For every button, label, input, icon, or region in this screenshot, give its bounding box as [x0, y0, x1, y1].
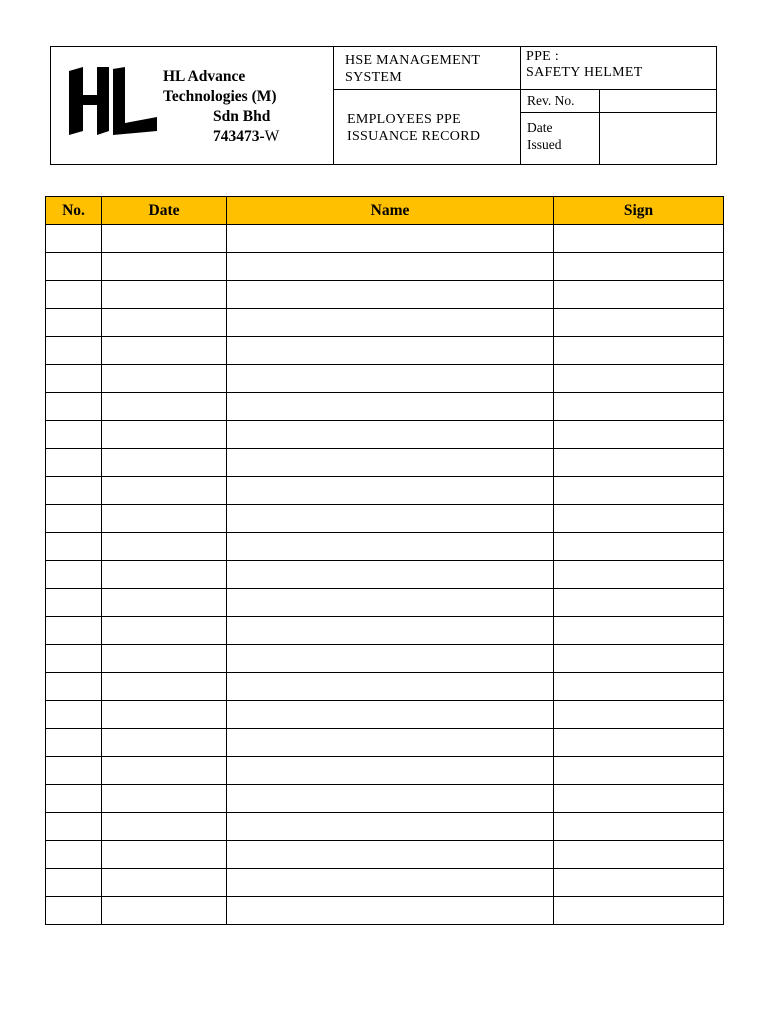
name-cell[interactable] [227, 757, 554, 785]
no-cell[interactable] [46, 589, 102, 617]
column-header-no: No. [46, 197, 102, 225]
name-cell[interactable] [227, 393, 554, 421]
table-body [46, 225, 724, 925]
rev-no-value [600, 90, 716, 113]
name-cell[interactable] [227, 813, 554, 841]
no-cell[interactable] [46, 281, 102, 309]
name-cell[interactable] [227, 897, 554, 925]
record-title [334, 90, 520, 164]
date-cell[interactable] [102, 897, 227, 925]
date-cell[interactable] [102, 337, 227, 365]
name-cell[interactable] [227, 477, 554, 505]
ppe-item: SAFETY HELMET [526, 65, 643, 80]
table-row [46, 561, 724, 589]
sign-cell[interactable] [554, 281, 724, 309]
no-cell[interactable] [46, 561, 102, 589]
date-cell[interactable] [102, 729, 227, 757]
date-cell[interactable] [102, 449, 227, 477]
document-header [50, 46, 717, 165]
date-cell[interactable] [102, 365, 227, 393]
date-issued-label-line1: Date [527, 120, 553, 135]
date-cell[interactable] [102, 869, 227, 897]
name-cell[interactable] [227, 701, 554, 729]
date-cell[interactable] [102, 253, 227, 281]
system-name-line1: HSE MANAGEMENT [345, 53, 481, 68]
table-row [46, 589, 724, 617]
no-cell[interactable] [46, 897, 102, 925]
ppe-label: PPE : [526, 49, 560, 64]
company-name-line1: HL Advance [163, 68, 246, 85]
name-cell[interactable] [227, 785, 554, 813]
sign-cell[interactable] [554, 225, 724, 253]
company-name [163, 67, 279, 147]
name-cell[interactable] [227, 673, 554, 701]
table-row [46, 309, 724, 337]
table-row [46, 253, 724, 281]
date-cell[interactable] [102, 281, 227, 309]
sign-cell[interactable] [554, 785, 724, 813]
sign-cell[interactable] [554, 897, 724, 925]
date-cell[interactable] [102, 561, 227, 589]
date-cell[interactable] [102, 757, 227, 785]
table-row [46, 225, 724, 253]
registration-number: 743473- [213, 128, 265, 145]
sign-cell[interactable] [554, 561, 724, 589]
no-cell[interactable] [46, 421, 102, 449]
table-row [46, 477, 724, 505]
no-cell[interactable] [46, 477, 102, 505]
system-name [334, 47, 520, 90]
table-row [46, 701, 724, 729]
name-cell[interactable] [227, 645, 554, 673]
date-cell[interactable] [102, 505, 227, 533]
date-cell[interactable] [102, 617, 227, 645]
ppe-type [521, 47, 716, 90]
company-name-line3: Sdn Bhd [213, 108, 271, 125]
table-row [46, 421, 724, 449]
name-cell[interactable] [227, 421, 554, 449]
sign-cell[interactable] [554, 505, 724, 533]
system-name-line2: SYSTEM [345, 70, 403, 85]
title-cell [334, 47, 521, 164]
date-issued-label [521, 113, 600, 164]
sign-cell[interactable] [554, 393, 724, 421]
no-cell[interactable] [46, 253, 102, 281]
no-cell[interactable] [46, 365, 102, 393]
sign-cell[interactable] [554, 729, 724, 757]
date-cell[interactable] [102, 813, 227, 841]
rev-no-label: Rev. No. [521, 90, 600, 113]
date-cell[interactable] [102, 477, 227, 505]
sign-cell[interactable] [554, 337, 724, 365]
name-cell[interactable] [227, 281, 554, 309]
sign-cell[interactable] [554, 449, 724, 477]
company-registration [163, 127, 279, 147]
table-row [46, 841, 724, 869]
name-cell[interactable] [227, 505, 554, 533]
date-cell[interactable] [102, 645, 227, 673]
name-cell[interactable] [227, 309, 554, 337]
no-cell[interactable] [46, 813, 102, 841]
table-row [46, 505, 724, 533]
date-issued-value [600, 113, 716, 164]
sign-cell[interactable] [554, 253, 724, 281]
date-cell[interactable] [102, 785, 227, 813]
sign-cell[interactable] [554, 365, 724, 393]
company-cell [51, 47, 334, 164]
no-cell[interactable] [46, 785, 102, 813]
name-cell[interactable] [227, 561, 554, 589]
name-cell[interactable] [227, 253, 554, 281]
date-cell[interactable] [102, 421, 227, 449]
no-cell[interactable] [46, 225, 102, 253]
name-cell[interactable] [227, 841, 554, 869]
column-header-sign: Sign [554, 197, 724, 225]
no-cell[interactable] [46, 449, 102, 477]
table-row [46, 393, 724, 421]
name-cell[interactable] [227, 337, 554, 365]
no-cell[interactable] [46, 729, 102, 757]
no-cell[interactable] [46, 533, 102, 561]
sign-cell[interactable] [554, 309, 724, 337]
no-cell[interactable] [46, 841, 102, 869]
no-cell[interactable] [46, 757, 102, 785]
table-row [46, 757, 724, 785]
table-row [46, 813, 724, 841]
company-name-line2: Technologies (M) [163, 88, 277, 105]
date-cell[interactable] [102, 533, 227, 561]
table-row [46, 281, 724, 309]
table-row [46, 645, 724, 673]
date-cell[interactable] [102, 589, 227, 617]
date-cell[interactable] [102, 225, 227, 253]
record-title-line2: ISSUANCE RECORD [347, 129, 481, 144]
table-header-row [46, 197, 724, 225]
sign-cell[interactable] [554, 589, 724, 617]
no-cell[interactable] [46, 393, 102, 421]
sign-cell[interactable] [554, 421, 724, 449]
sign-cell[interactable] [554, 673, 724, 701]
date-cell[interactable] [102, 841, 227, 869]
sign-cell[interactable] [554, 841, 724, 869]
sign-cell[interactable] [554, 701, 724, 729]
table-row [46, 365, 724, 393]
sign-cell[interactable] [554, 645, 724, 673]
no-cell[interactable] [46, 617, 102, 645]
registration-suffix: W [264, 128, 280, 145]
name-cell[interactable] [227, 869, 554, 897]
table-row [46, 869, 724, 897]
sign-cell[interactable] [554, 813, 724, 841]
no-cell[interactable] [46, 869, 102, 897]
sign-cell[interactable] [554, 617, 724, 645]
doc-control-cell [521, 47, 716, 164]
table-row [46, 673, 724, 701]
sign-cell[interactable] [554, 869, 724, 897]
table-row [46, 897, 724, 925]
name-cell[interactable] [227, 589, 554, 617]
sign-cell[interactable] [554, 533, 724, 561]
name-cell[interactable] [227, 617, 554, 645]
name-cell[interactable] [227, 365, 554, 393]
no-cell[interactable] [46, 337, 102, 365]
name-cell[interactable] [227, 225, 554, 253]
name-cell[interactable] [227, 729, 554, 757]
name-cell[interactable] [227, 449, 554, 477]
no-cell[interactable] [46, 505, 102, 533]
no-cell[interactable] [46, 309, 102, 337]
column-header-date: Date [102, 197, 227, 225]
no-cell[interactable] [46, 701, 102, 729]
column-header-name: Name [227, 197, 554, 225]
no-cell[interactable] [46, 645, 102, 673]
date-cell[interactable] [102, 309, 227, 337]
table-row [46, 449, 724, 477]
hl-logo-icon [67, 65, 159, 137]
issuance-record-table [45, 196, 724, 925]
table-row [46, 785, 724, 813]
table-row [46, 337, 724, 365]
date-cell[interactable] [102, 701, 227, 729]
sign-cell[interactable] [554, 757, 724, 785]
table-row [46, 617, 724, 645]
name-cell[interactable] [227, 533, 554, 561]
date-issued-label-line2: Issued [527, 137, 562, 152]
date-cell[interactable] [102, 673, 227, 701]
record-title-line1: EMPLOYEES PPE [347, 112, 461, 127]
date-cell[interactable] [102, 393, 227, 421]
sign-cell[interactable] [554, 477, 724, 505]
table-row [46, 729, 724, 757]
no-cell[interactable] [46, 673, 102, 701]
table-row [46, 533, 724, 561]
